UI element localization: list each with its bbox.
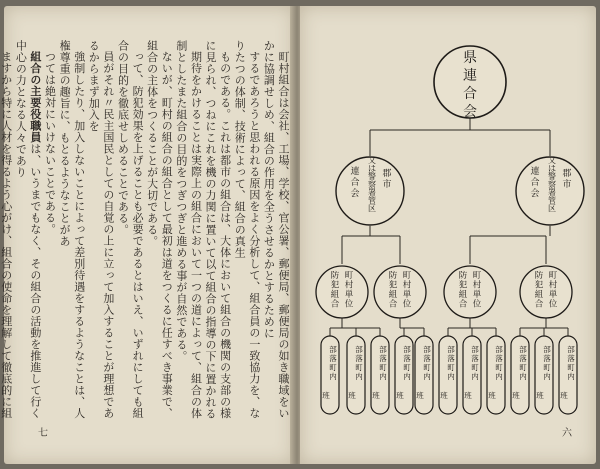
- node-town-crime-prevention: [374, 266, 426, 318]
- node-label-group: 班: [348, 391, 356, 400]
- node-label-group: 班: [440, 391, 448, 400]
- node-label: 県連合会: [463, 50, 477, 120]
- node-label-town-unit: 町村単位: [548, 271, 558, 310]
- node-label-city: 郡市: [382, 169, 392, 190]
- text: ますから特に人材を得るよう心がけ、組合の使命を理解して徹底的に組: [0, 51, 13, 419]
- node-label-police-district: 又は警察署管区: [368, 156, 376, 213]
- organization-chart: [300, 6, 596, 464]
- node-label-group: 班: [396, 391, 404, 400]
- paragraph: ものである。これは都市の組合は、大体において組合の機関の支部の様に見られ、つねにこれを機の力関に置いて以て組合の指導の下に置かれる: [204, 40, 232, 420]
- paragraph: つては絶対にいけないことである。: [43, 51, 57, 235]
- page-number-left: 七: [38, 428, 48, 439]
- node-label-federation: 連合会: [350, 167, 360, 199]
- node-label-city: 郡市: [562, 169, 572, 190]
- node-label-crime-prevention: 防犯組合: [458, 271, 468, 310]
- node-label-neighborhood: 部落町内: [543, 345, 551, 381]
- paragraph: ないが、町村の組合の組合として最初は道をつくるに任すべき事業で、組合の主体をつくることが大切である。: [145, 40, 174, 419]
- node-town-crime-prevention: [316, 266, 368, 318]
- paragraph: 期待をかけることは実際上の組合において一つの道によって、組合の体制としたまた組合の目的をつぎつぎと進める事が自然である。: [174, 40, 203, 419]
- paragraph: 町村組合は会社、工場、学校、官公署、郵便局、郵便局の如き職域をいかに協調せしめ、組合の作用を全うさせるかとするために: [262, 40, 290, 419]
- node-label-neighborhood: 部落町内: [495, 345, 503, 381]
- node-label-neighborhood: 部落町内: [403, 345, 411, 381]
- node-label-group: 班: [416, 391, 424, 400]
- node-label-crime-prevention: 防犯組合: [388, 271, 398, 310]
- node-label-town-unit: 町村単位: [472, 271, 482, 310]
- node-town-crime-prevention: [520, 266, 572, 318]
- paragraph: [0, 40, 13, 420]
- node-label-group: 班: [536, 391, 544, 400]
- heading-officers: 組合の主要役職員: [28, 51, 42, 143]
- node-label-crime-prevention: 防犯組合: [330, 271, 340, 310]
- page-number-right: 六: [562, 428, 572, 439]
- node-label-neighborhood: 部落町内: [519, 345, 527, 381]
- node-label-neighborhood: 部落町内: [423, 345, 431, 381]
- right-page: [300, 6, 596, 464]
- paragraph: 員がそれ〃民主国民としての自覚の上に立って加入することが理想であるからまず加入を: [87, 40, 115, 419]
- node-label-town-unit: 町村単位: [402, 271, 412, 310]
- text: は、いうまでもなく、その組合の活動を推進して行く中心の力となる人々であり: [14, 40, 42, 419]
- node-label-police-district: 又は警察署管区: [548, 156, 556, 213]
- node-label-neighborhood: 部落町内: [567, 345, 575, 381]
- node-label-group: 班: [488, 391, 496, 400]
- char: 県: [463, 50, 477, 66]
- node-label-group: 班: [322, 391, 330, 400]
- paragraph-officers: [13, 40, 42, 420]
- node-label-group: 班: [560, 391, 568, 400]
- paragraph: するであろうと思われる原因をよく分析して、組合員の一致協力を、なりたつの体制、技術によって、組合の真生: [233, 40, 261, 419]
- left-page: [0, 6, 294, 464]
- node-label-neighborhood: 部落町内: [329, 345, 337, 381]
- node-label-neighborhood: 部落町内: [447, 345, 455, 381]
- node-label-crime-prevention: 防犯組合: [534, 271, 544, 310]
- node-label-group: 班: [372, 391, 380, 400]
- node-label-group: 班: [512, 391, 520, 400]
- node-label-neighborhood: 部落町内: [355, 345, 363, 381]
- paragraph: って、防犯効果を上げることも必要であるとはいえ、いずれにしても組合の目的を徹底せしめることである。: [116, 40, 145, 419]
- node-town-crime-prevention: [444, 266, 496, 318]
- node-label-federation: 連合会: [530, 167, 540, 199]
- left-page-text: [0, 40, 290, 420]
- paragraph: 強制したり、加入しないことによって差別待遇をするようなことは、人権尊重の趣旨に、もとるようなことがあ: [58, 40, 86, 419]
- node-label-town-unit: 町村単位: [344, 271, 354, 310]
- node-label-neighborhood: 部落町内: [471, 345, 479, 381]
- node-label-neighborhood: 部落町内: [379, 345, 387, 381]
- node-label-group: 班: [464, 391, 472, 400]
